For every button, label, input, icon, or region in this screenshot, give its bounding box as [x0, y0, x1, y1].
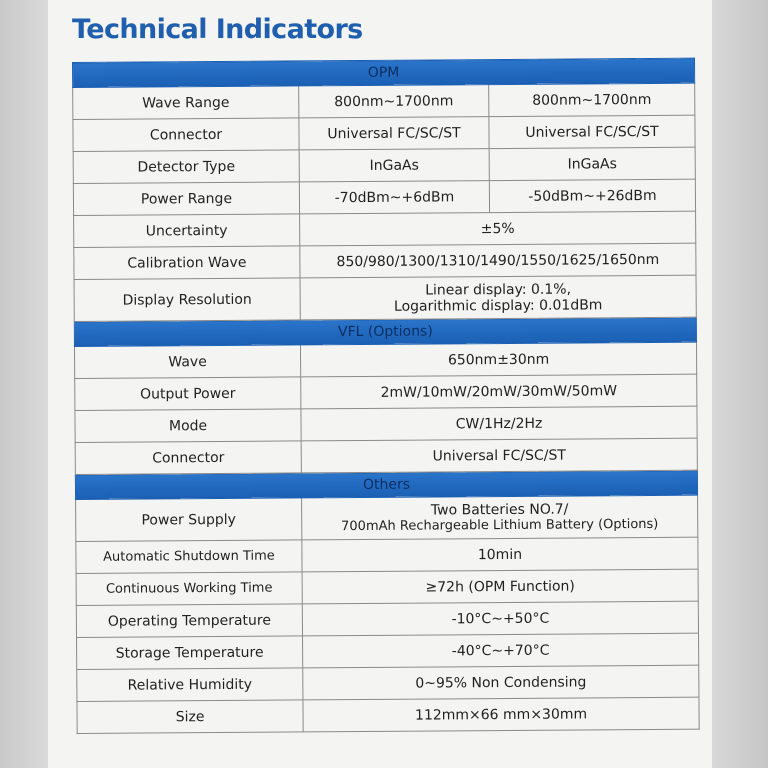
- row-value: [300, 275, 696, 320]
- row-label: Automatic Shutdown Time: [76, 540, 302, 574]
- row-value: 650nm±30nm: [300, 342, 696, 377]
- row-value: 2mW/10mW/20mW/30mW/50mW: [301, 374, 697, 409]
- row-value: 850/980/1300/1310/1490/1550/1625/1650nm: [300, 243, 696, 278]
- table-row-continuous-working: [76, 569, 698, 605]
- row-value: ≥72h (OPM Function): [302, 569, 698, 604]
- document-page: [48, 0, 712, 768]
- row-value: 0~95% Non Condensing: [303, 665, 699, 700]
- row-value: CW/1Hz/2Hz: [301, 406, 697, 441]
- row-label: Wave Range: [73, 86, 299, 120]
- row-value: 800nm~1700nm: [489, 83, 695, 116]
- row-label: Power Supply: [76, 498, 302, 542]
- row-label: Detector Type: [73, 150, 299, 184]
- table-row-calibration-wave: [74, 243, 696, 279]
- table-row-wave-range: [73, 83, 695, 119]
- row-label: Power Range: [73, 182, 299, 216]
- row-value: Universal FC/SC/ST: [301, 438, 697, 473]
- row-label: Mode: [75, 409, 301, 443]
- section-title-vfl: VFL (Options): [74, 317, 696, 346]
- row-label: Uncertainty: [74, 214, 300, 248]
- table-row-power-range: [73, 179, 695, 215]
- page-title: Technical Indicators: [72, 14, 363, 45]
- background-left: [0, 0, 48, 768]
- background-right: [712, 0, 768, 768]
- row-value: -10°C~+50°C: [302, 601, 698, 636]
- table-row-power-supply: [76, 495, 698, 541]
- row-value: 112mm×66 mm×30mm: [303, 697, 699, 732]
- row-value-line: Linear display: 0.1%,: [425, 281, 572, 299]
- section-title-opm: OPM: [73, 58, 695, 87]
- table-row-uncertainty: [74, 211, 696, 247]
- table-row-size: [77, 697, 699, 733]
- table-row-connector: [73, 115, 695, 151]
- table-row-display-resolution: [74, 275, 696, 321]
- row-value-line: Logarithmic display: 0.01dBm: [393, 296, 603, 315]
- row-value: ±5%: [300, 211, 696, 246]
- table-row-mode: [75, 406, 697, 442]
- row-label: Wave: [74, 345, 300, 379]
- row-value: InGaAs: [489, 147, 695, 180]
- table-row-wave: [74, 342, 696, 378]
- table-row-detector-type: [73, 147, 695, 183]
- row-value: -50dBm~+26dBm: [489, 179, 695, 212]
- row-value: 10min: [302, 537, 698, 572]
- section-title-others: Others: [75, 470, 697, 499]
- row-value-line: 700mAh Rechargeable Lithium Battery (Options): [341, 516, 659, 534]
- row-label: Storage Temperature: [77, 636, 303, 670]
- row-value-line: Two Batteries NO.7/: [430, 501, 569, 519]
- row-label: Relative Humidity: [77, 668, 303, 702]
- table-row-auto-shutdown: [76, 537, 698, 573]
- row-value: 800nm~1700nm: [299, 85, 489, 118]
- table-row-storage-temp: [77, 633, 699, 669]
- row-label: Calibration Wave: [74, 246, 300, 280]
- row-label: Continuous Working Time: [76, 572, 302, 606]
- row-label: Display Resolution: [74, 278, 300, 322]
- row-value: Universal FC/SC/ST: [299, 117, 489, 150]
- row-label: Size: [77, 700, 303, 734]
- row-value: InGaAs: [299, 149, 489, 182]
- table-row-operating-temp: [76, 601, 698, 637]
- row-label: Output Power: [75, 377, 301, 411]
- row-value: [302, 495, 698, 540]
- row-label: Connector: [75, 441, 301, 475]
- row-label: Connector: [73, 118, 299, 152]
- row-value: Universal FC/SC/ST: [489, 115, 695, 148]
- table-row-vfl-connector: [75, 438, 697, 474]
- table-row-humidity: [77, 665, 699, 701]
- row-value: -70dBm~+6dBm: [299, 181, 489, 214]
- table-row-output-power: [75, 374, 697, 410]
- row-value: -40°C~+70°C: [303, 633, 699, 668]
- row-label: Operating Temperature: [76, 604, 302, 638]
- spec-table: [72, 58, 700, 734]
